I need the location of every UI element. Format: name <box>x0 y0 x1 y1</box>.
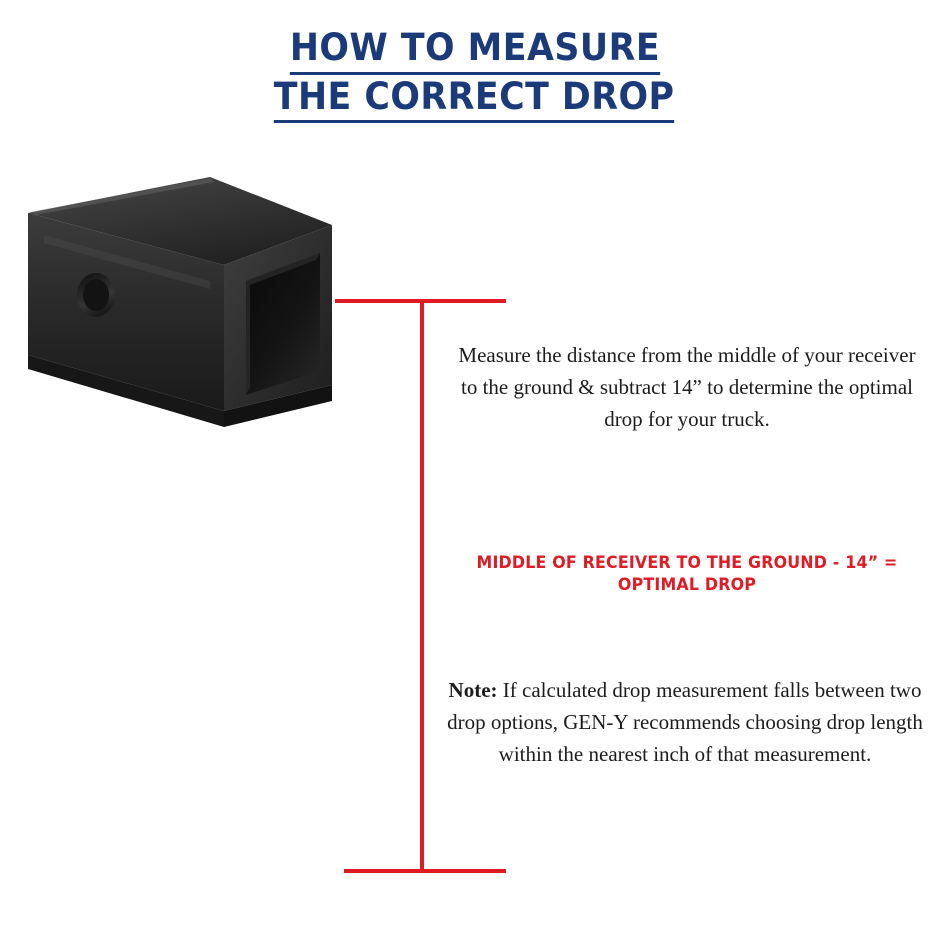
page-title <box>0 26 949 123</box>
formula-callout-line-1: MIDDLE OF RECEIVER TO THE GROUND - 14” = <box>476 553 898 572</box>
receiver-illustration <box>14 165 354 460</box>
page-title-line-2: THE CORRECT DROP <box>274 75 675 124</box>
note-text <box>440 675 930 771</box>
formula-callout <box>461 552 912 597</box>
note-label: Note: <box>448 678 498 702</box>
page-title-line-1: HOW TO MEASURE <box>289 26 659 75</box>
measure-instructions: Measure the distance from the middle of your receiver to the ground & subtract 14” to determine the optimal drop for your truck. <box>458 343 916 431</box>
note-body: If calculated drop measurement falls between two drop options, GEN-Y recommends choosing drop length within the nearest inch of that measurement. <box>447 678 923 766</box>
formula-callout-line-2: OPTIMAL DROP <box>617 575 757 595</box>
